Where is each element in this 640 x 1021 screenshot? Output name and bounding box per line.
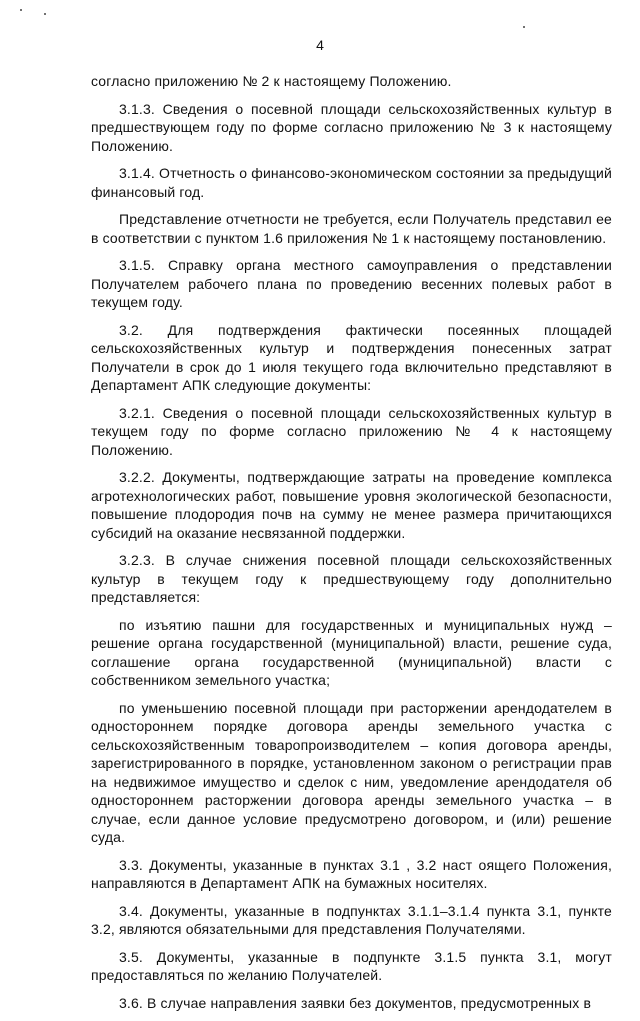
paragraph: 3.4. Документы, указанные в подпунктах 3.1.1–3.1.4 пункта 3.1, пункте 3.2, являются обязательными для представления Получателями. — [91, 902, 612, 937]
paragraph: согласно приложению № 2 к настоящему Положению. — [91, 73, 452, 89]
paragraph: 3.1.3. Сведения о посевной площади сельскохозяйственных культур в предшествующем году по форме согласно приложению № 3 к настоящему Положению. — [91, 100, 612, 154]
paragraph: по уменьшению посевной площади при расторжении арендодателем в одностороннем порядке договора аренды земельного участка с сельскохозяйственным товаропроизводителем – копия договора аренды, зарегистрированного в порядке, установленном законом о регистрации прав на недвижимое имущество и сделок с ним, уведомление арендодателя об одностороннем расторжении договора аренды земельного участка – в случае, если данное условие предусмотрено договором, и (или) решение суда. — [91, 699, 612, 845]
scan-speck — [20, 9, 22, 11]
paragraph: по изъятию пашни для государственных и муниципальных нужд – решение органа государственной (муниципальной) власти, решение суда, соглашение органа государственной (муниципальной) власти с собственником земельного участка; — [91, 616, 612, 688]
paragraph: 3.5. Документы, указанные в подпункте 3.1.5 пункта 3.1, могут предоставляться по желанию Получателей. — [91, 948, 612, 983]
scan-speck — [523, 26, 525, 28]
paragraph: 3.2.2. Документы, подтверждающие затраты на проведение комплекса агротехнологических работ, повышение уровня экологической безопасности, повышение плодородия почв на сумму не менее размера причитающихся субсидий на оказание несвязанной поддержки. — [91, 469, 612, 541]
paragraph: 3.1.5. Справку органа местного самоуправления о представлении Получателем рабочего плана по проведению весенних полевых работ в текущем году. — [91, 257, 612, 310]
paragraph: 3.1.4. Отчетность о финансово-экономическом состоянии за предыдущий финансовый год. — [91, 165, 612, 200]
paragraph: 3.6. В случае направления заявки без документов, предусмотренных в — [119, 994, 592, 1011]
document-body — [91, 72, 612, 1021]
paragraph: Представление отчетности не требуется, если Получатель представил ее в соответствии с пунктом 1.6 приложения № 1 к настоящему постановлению. — [91, 211, 612, 246]
paragraph: 3.2. Для подтверждения фактически посеянных площадей сельскохозяйственных культур и подтверждения понесенных затрат Получатели в срок до 1 июля текущего года включительно представляют в Департамент АПК следующие документы: — [91, 321, 612, 393]
scan-speck — [44, 13, 46, 15]
paragraph: 3.3. Документы, указанные в пунктах 3.1 , 3.2 наст оящего Положения, направляются в Департамент АПК на бумажных носителях. — [91, 856, 612, 891]
paragraph: 3.2.3. В случае снижения посевной площади сельскохозяйственных культур в текущем году к предшествующему году дополнительно представляется: — [91, 552, 612, 605]
paragraph: 3.2.1. Сведения о посевной площади сельскохозяйственных культур в текущем году по форме согласно приложению № 4 к настоящему Положению. — [91, 404, 612, 458]
page-number: 4 — [316, 37, 324, 53]
